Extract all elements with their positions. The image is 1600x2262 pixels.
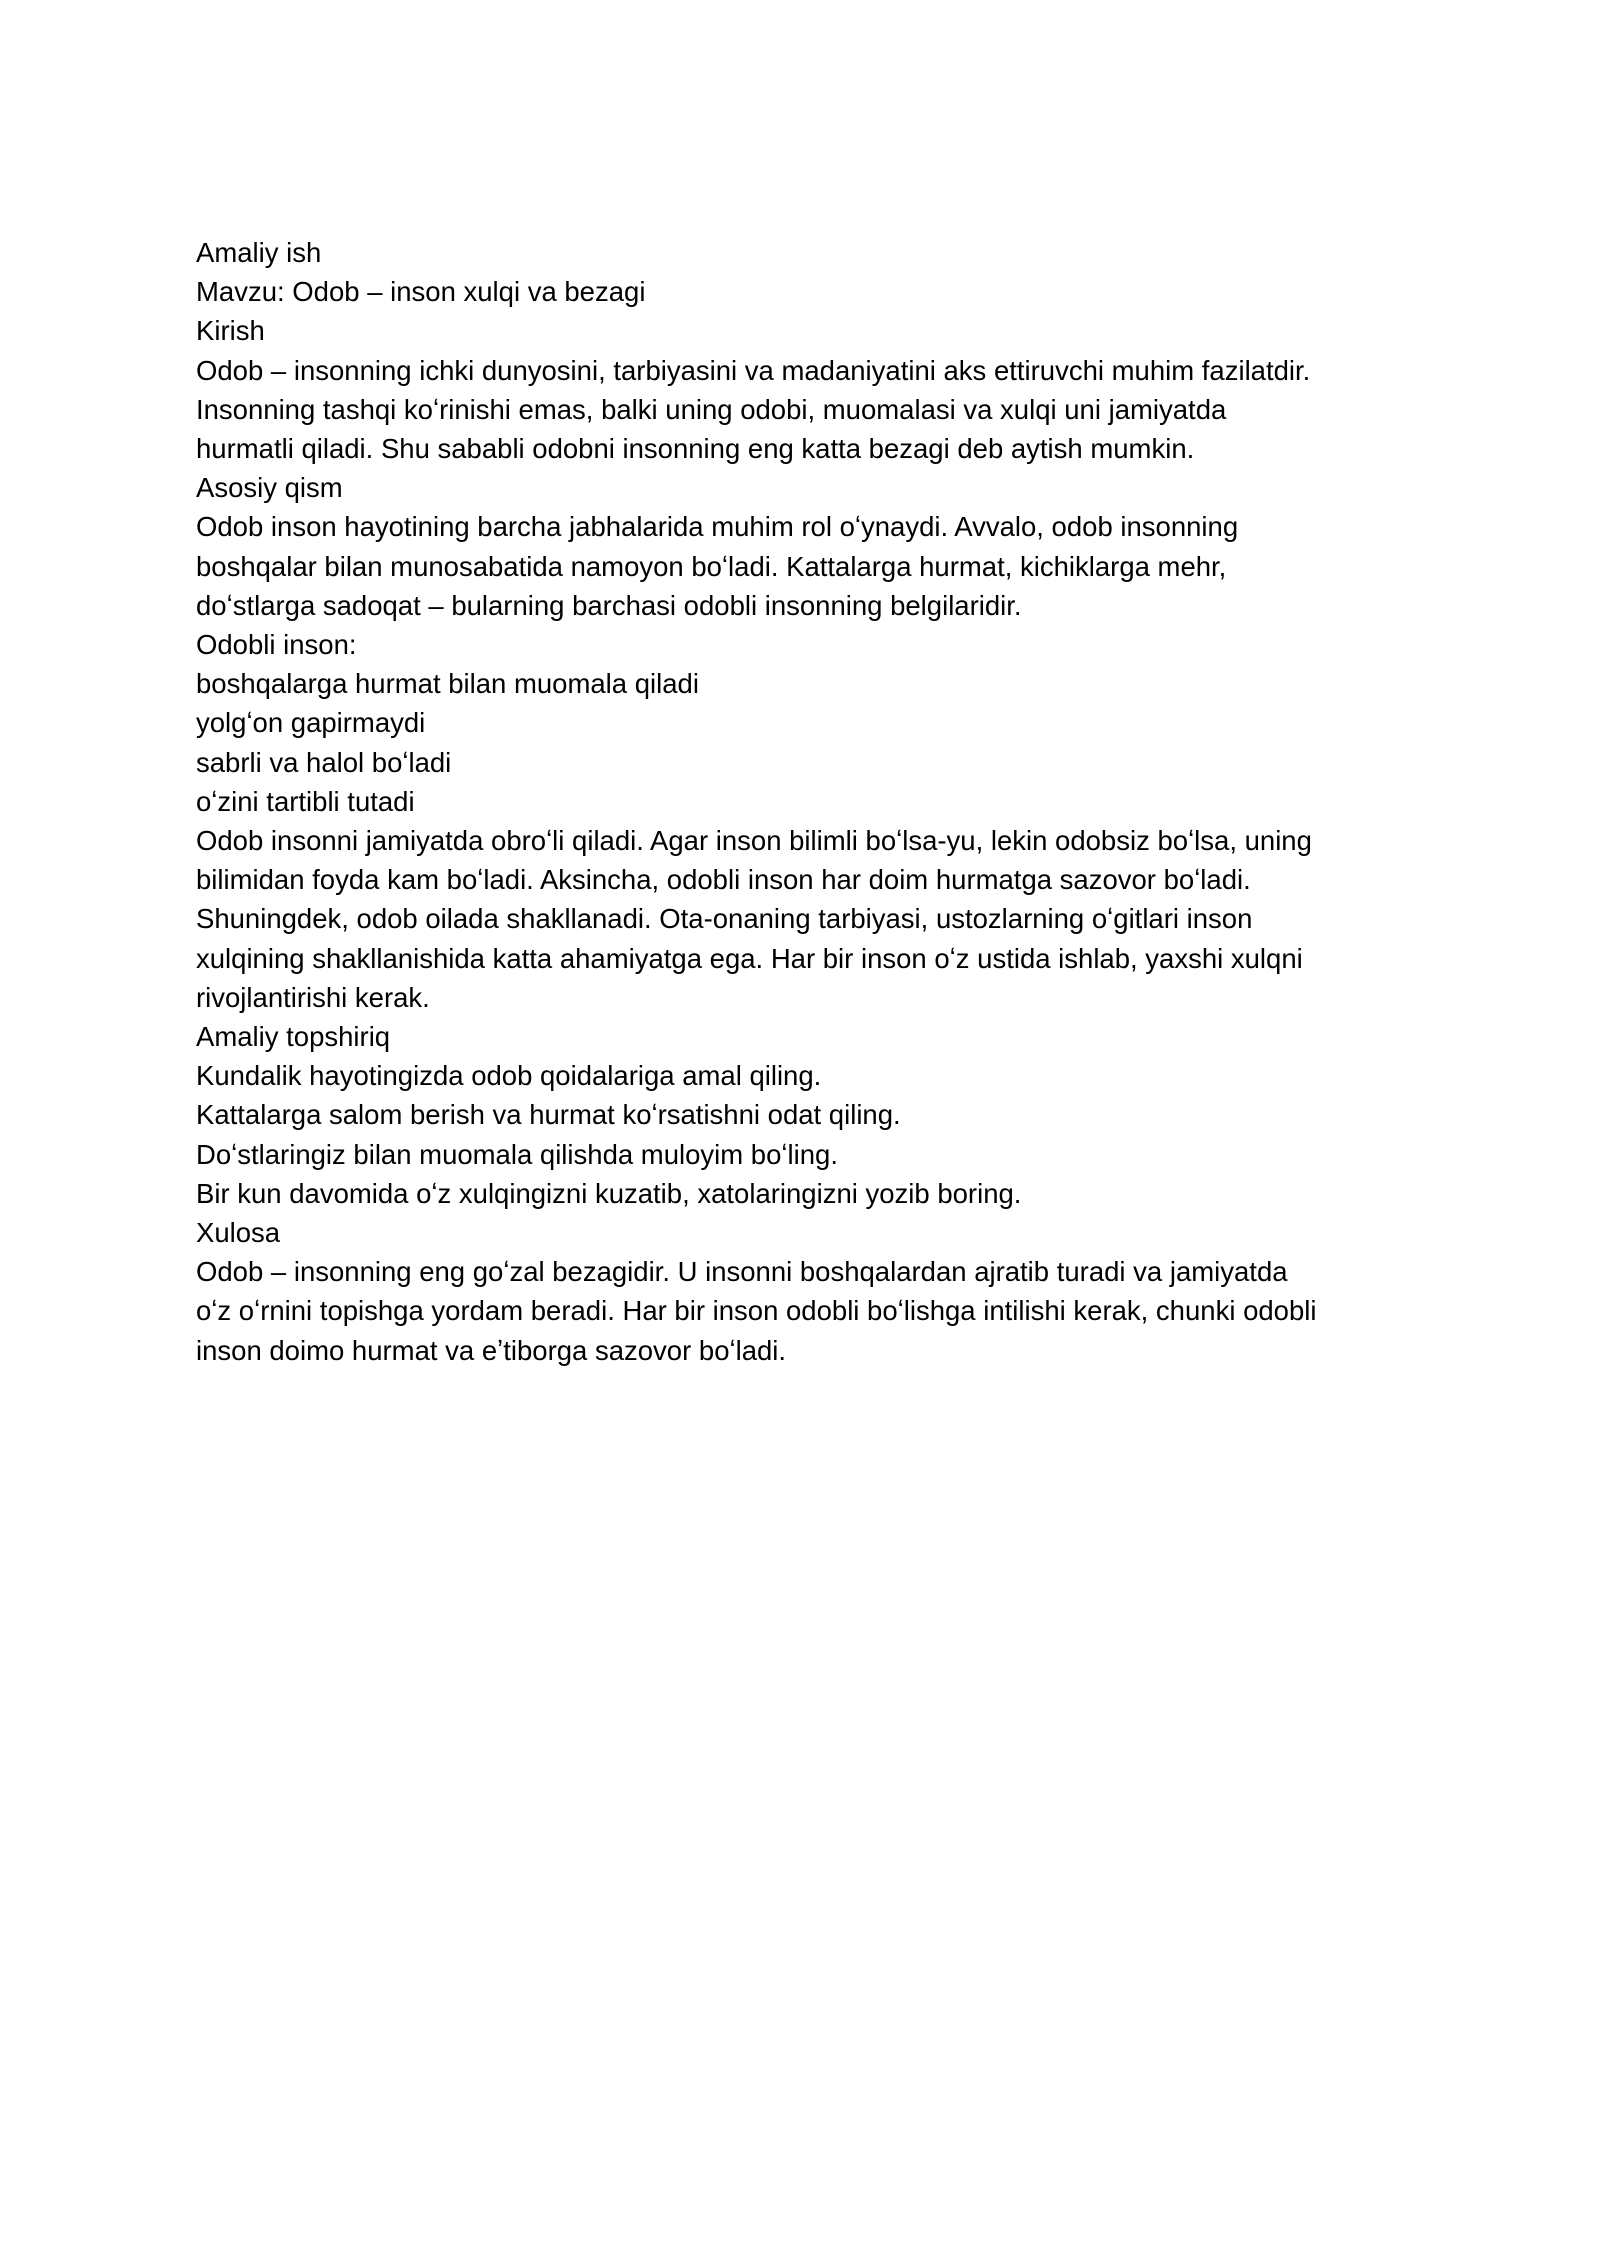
list-item: yolgʻon gapirmaydi bbox=[196, 707, 426, 739]
section-heading-main: Asosiy qism bbox=[196, 472, 343, 504]
paragraph-line: boshqalar bilan munosabatida namoyon boʻladi. Kattalarga hurmat, kichiklarga mehr, bbox=[196, 550, 1227, 582]
paragraph-line: Shuningdek, odob oilada shakllanadi. Ota-onaning tarbiyasi, ustozlarning oʻgitlari inson bbox=[196, 903, 1253, 935]
paragraph-line: Odob – insonning eng goʻzal bezagidir. U insonni boshqalardan ajratib turadi va jamiyatda bbox=[196, 1256, 1288, 1288]
paragraph-line: xulqining shakllanishida katta ahamiyatga ega. Har bir inson oʻz ustida ishlab, yaxshi xulqni bbox=[196, 942, 1303, 974]
list-item: oʻzini tartibli tutadi bbox=[196, 785, 415, 817]
document-topic: Mavzu: Odob – inson xulqi va bezagi bbox=[196, 276, 646, 308]
document-body bbox=[196, 233, 1446, 1370]
section-heading-conclusion: Xulosa bbox=[196, 1217, 281, 1249]
document-title: Amaliy ish bbox=[196, 237, 322, 268]
paragraph-line: Odob inson hayotining barcha jabhalarida muhim rol oʻynaydi. Avvalo, odob insonning bbox=[196, 511, 1239, 543]
section-heading-introduction: Kirish bbox=[196, 315, 265, 347]
list-heading: Odobli inson: bbox=[196, 629, 357, 661]
paragraph-line: inson doimo hurmat va eʼtiborga sazovor boʻladi. bbox=[196, 1334, 787, 1366]
paragraph-line: rivojlantirishi kerak. bbox=[196, 981, 430, 1013]
paragraph-line: hurmatli qiladi. Shu sababli odobni insonning eng katta bezagi deb aytish mumkin. bbox=[196, 433, 1195, 465]
paragraph-line: Odob insonni jamiyatda obroʻli qiladi. Agar inson bilimli boʻlsa-yu, lekin odobsiz boʻlsa, uning bbox=[196, 825, 1312, 857]
paragraph-line: oʻz oʻrnini topishga yordam beradi. Har bir inson odobli boʻlishga intilishi kerak, chunki odobli bbox=[196, 1295, 1317, 1327]
task-item: Kundalik hayotingizda odob qoidalariga amal qiling. bbox=[196, 1060, 822, 1092]
task-item: Bir kun davomida oʻz xulqingizni kuzatib, xatolaringizni yozib boring. bbox=[196, 1177, 1022, 1209]
list-item: boshqalarga hurmat bilan muomala qiladi bbox=[196, 668, 699, 700]
paragraph-line: Odob – insonning ichki dunyosini, tarbiyasini va madaniyatini aks ettiruvchi muhim fazilatdir. bbox=[196, 354, 1311, 386]
section-heading-task: Amaliy topshiriq bbox=[196, 1021, 391, 1053]
list-item: sabrli va halol boʻladi bbox=[196, 746, 452, 778]
task-item: Kattalarga salom berish va hurmat koʻrsatishni odat qiling. bbox=[196, 1099, 901, 1131]
task-item: Doʻstlaringiz bilan muomala qilishda muloyim boʻling. bbox=[196, 1138, 838, 1170]
paragraph-line: bilimidan foyda kam boʻladi. Aksincha, odobli inson har doim hurmatga sazovor boʻladi. bbox=[196, 864, 1251, 896]
paragraph-line: Insonning tashqi koʻrinishi emas, balki uning odobi, muomalasi va xulqi uni jamiyatda bbox=[196, 393, 1227, 425]
paragraph-line: doʻstlarga sadoqat – bularning barchasi odobli insonning belgilaridir. bbox=[196, 589, 1022, 621]
